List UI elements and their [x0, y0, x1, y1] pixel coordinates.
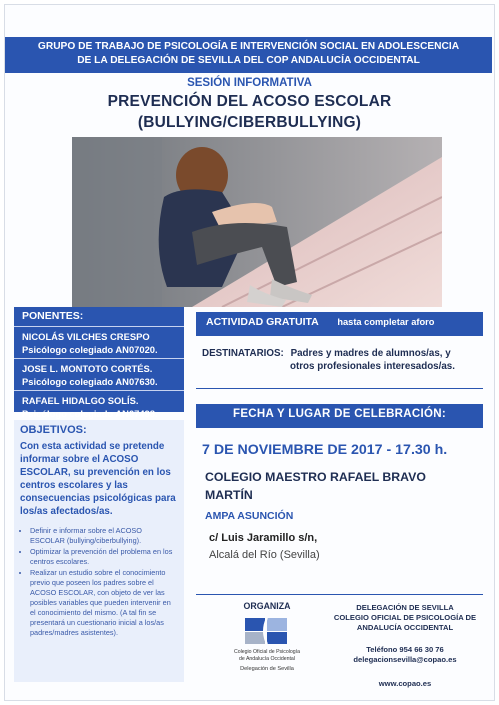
objectives-list [20, 526, 178, 638]
audience-block [202, 347, 487, 373]
speaker-name: NICOLÁS VILCHES CRESPO [22, 331, 150, 342]
objectives-heading: OBJETIVOS: [20, 424, 87, 436]
delegation-line-1: DELEGACIÓN DE SEVILLA [356, 603, 454, 612]
speakers-heading: PONENTES: [22, 310, 84, 322]
address-line-2: Alcalá del Río (Sevilla) [209, 549, 320, 561]
logo-text-1: Colegio Oficial de Psicología [233, 649, 301, 655]
ampa-label: AMPA ASUNCIÓN [205, 510, 294, 522]
session-label: SESIÓN INFORMATIVA [187, 77, 312, 89]
divider [14, 326, 184, 327]
objectives-panel [14, 420, 184, 682]
website-text: www.copao.es [378, 679, 432, 688]
phone-text: Teléfono 954 66 30 76 [366, 645, 444, 654]
hero-photo [72, 137, 442, 307]
audience-label: DESTINATARIOS: [202, 348, 284, 359]
address-line-1: c/ Luis Jaramillo s/n, [209, 532, 318, 544]
objectives-intro: Con esta actividad se pretende informar sobre el ACOSO ESCOLAR, su prevención en los centros escolares y las consecuencias psicológicas para los/as afectados/as. [20, 441, 176, 517]
logo-text-3: Delegación de Sevilla [240, 666, 294, 672]
venue-name [205, 468, 475, 504]
header-line-2: DE LA DELEGACIÓN DE SEVILLA DEL COP ANDALUCÍA OCCIDENTAL [77, 55, 420, 66]
delegation-line-3: ANDALUCÍA OCCIDENTAL [356, 623, 454, 632]
audience-line-2: otros profesionales interesados/as. [290, 361, 455, 372]
section-divider [196, 594, 483, 595]
objective-item: • Optimizar la prevención del problema en los centros escolares. [30, 547, 178, 567]
main-subtitle: (BULLYING/CIBERBULLYING) [137, 114, 362, 131]
date-place-heading: FECHA Y LUGAR DE CELEBRACIÓN: [196, 404, 483, 428]
divider [14, 390, 184, 391]
main-title: PREVENCIÓN DEL ACOSO ESCOLAR [107, 93, 392, 110]
objective-item: • Definir e informar sobre el ACOSO ESCOLAR (bullying/ciberbullying). [30, 526, 178, 546]
sitting-child-illustration [72, 137, 442, 307]
audience-line-1: Padres y madres de alumnos/as, y [290, 348, 451, 359]
header-line-1: GRUPO DE TRABAJO DE PSICOLOGÍA E INTERVENCIÓN SOCIAL EN ADOLESCENCIA [37, 41, 460, 52]
delegation-contact [320, 603, 490, 689]
capacity-note: hasta completar aforo [337, 317, 435, 327]
logo-text-2: de Andalucía Occidental [239, 655, 295, 662]
speaker-name: JOSE L. MONTOTO CORTÉS. [22, 363, 153, 374]
speaker-name: RAFAEL HIDALGO SOLÍS. [22, 395, 139, 406]
free-activity-label: ACTIVIDAD GRATUITA [206, 316, 319, 328]
speaker-registration: Psicólogo colegiado AN07498. [22, 408, 158, 419]
venue-line-2: MARTÍN [205, 488, 253, 502]
organizer-heading: ORGANIZA [243, 601, 291, 611]
speaker-registration: Psicólogo colegiado AN07630. [22, 376, 158, 387]
speaker-registration: Psicólogo colegiado AN07020. [22, 344, 158, 355]
organizer-block [227, 601, 307, 672]
event-date: 7 DE NOVIEMBRE DE 2017 - 17.30 h. [202, 442, 448, 458]
email-text: delegacionsevilla@copao.es [353, 655, 457, 664]
objective-item: • Realizar un estudio sobre el conocimiento previo que poseen los padres sobre el ACOSO ESCOLAR, con objeto de ver las posibles variables que pueden intervenir en el conocimiento del mismo. (A tal fin se presentará un cuestionario inicial a los/as padres/madres asistentes). [30, 568, 178, 638]
venue-line-1: COLEGIO MAESTRO RAFAEL BRAVO [205, 470, 426, 484]
section-divider [196, 388, 483, 389]
delegation-line-2: COLEGIO OFICIAL DE PSICOLOGÍA DE [333, 613, 477, 622]
speakers-panel [14, 307, 184, 419]
divider [14, 358, 184, 359]
free-activity-banner [196, 312, 483, 336]
header-band [5, 37, 492, 73]
cop-logo-icon [243, 616, 291, 646]
